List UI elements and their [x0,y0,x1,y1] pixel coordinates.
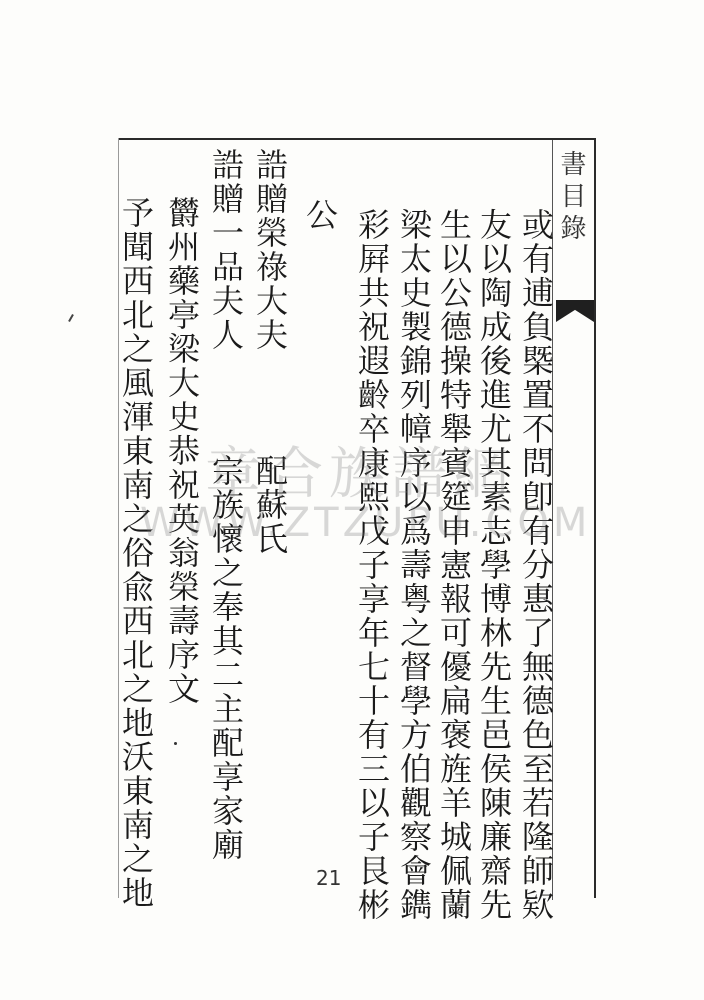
text-column-4: 梁太史製錦列幛序以爲壽粤之督學方伯觀察會鐫 [395,208,433,922]
text-column-8: 誥贈一品夫人 宗族懷之奉其二主配享家廟 [207,148,245,862]
text-column-3: 生以公德操特舉賓筵申憲報可優扁褒旌羊城佩蘭 [435,208,473,922]
page-border-top [118,138,596,140]
text-column-1: 或有逋負槩置不問卽有分惠了無德色至若隆師欵 [517,208,555,922]
running-title-text: 書目錄 [556,150,586,246]
text-column-10: 予聞西北之風渾東南之俗兪西北之地沃東南之地 [117,196,155,910]
ink-dot [174,742,177,745]
margin-mark [68,314,74,322]
running-title [556,150,590,246]
text-column-6: 公 [301,198,339,232]
text-column-7: 誥贈榮祿大夫 配蘇氏 [251,148,289,556]
text-column-5: 彩屛共祝遐齡卒康熙戊子享年七十有三以子艮彬 [353,208,391,922]
page-number: 21 [316,866,342,890]
watermark-url: WWW.ZTZUPU.COM [140,500,592,546]
watermark-title: 章合族譜網 [205,442,515,507]
text-column-9: 欝州藥亭梁大史恭祝英翁榮壽序文 [163,196,201,706]
text-column-2: 友以陶成後進尤其素志學博林先生邑侯陳廉齋先 [475,208,513,922]
